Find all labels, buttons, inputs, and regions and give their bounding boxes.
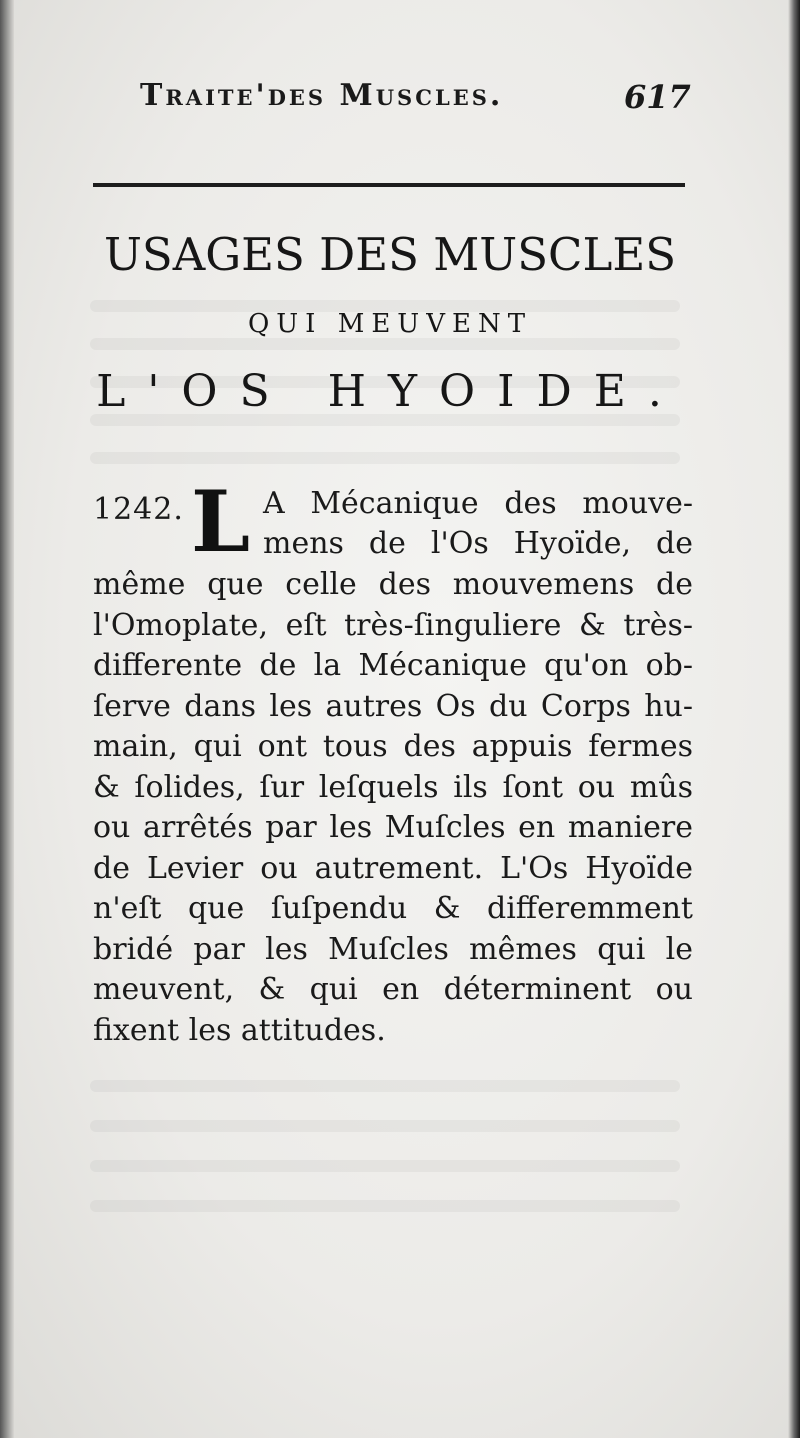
- text-line: differente de la Mécanique qu'on ob-: [93, 648, 693, 683]
- text-line: fixent les attitudes.: [93, 1012, 386, 1048]
- text-line: n'eſt que ſuſpendu & differemment: [93, 891, 693, 926]
- heading-line-2: QUI MEUVENT: [247, 309, 533, 339]
- drop-cap: L: [191, 472, 251, 571]
- text-line: & ſolides, ſur leſquels ils ſont ou mûs: [93, 769, 693, 805]
- text-line: ou arrêtés par les Muſcles en maniere: [93, 810, 693, 845]
- text-line: meuvent, & qui en déterminent ou: [93, 972, 693, 1007]
- text-line: mens de l'Os Hyoïde, de: [263, 526, 693, 561]
- text-line: A Mécanique des mouve-: [263, 486, 693, 521]
- body-paragraph: [93, 472, 693, 1051]
- text-line: de Levier ou autrement. L'Os Hyoïde: [93, 850, 693, 886]
- text-line: bridé par les Muſcles mêmes qui le: [93, 931, 693, 967]
- text-line: main, qui ont tous des appuis fermes: [93, 729, 693, 764]
- chapter-heading: [80, 225, 700, 419]
- heading-line-3: L'OS HYOIDE.: [96, 366, 684, 417]
- text-line: l'Omoplate, eſt très-ſinguliere & très-: [93, 607, 693, 643]
- running-head: [140, 78, 700, 128]
- text-line: ſerve dans les autres Os du Corps hu-: [93, 688, 693, 724]
- page-edge: [788, 0, 800, 1438]
- running-title: Traite'des Muscles.: [140, 78, 504, 113]
- paragraph-number: 1242.: [93, 492, 184, 527]
- binding-edge: [0, 0, 14, 1438]
- paragraph-opening: [93, 472, 693, 571]
- heading-line-1: USAGES DES MUSCLES: [103, 228, 677, 281]
- text-line: même que celle des mouvemens de: [93, 567, 693, 602]
- page-number: 617: [624, 78, 691, 116]
- header-rule: [93, 183, 685, 187]
